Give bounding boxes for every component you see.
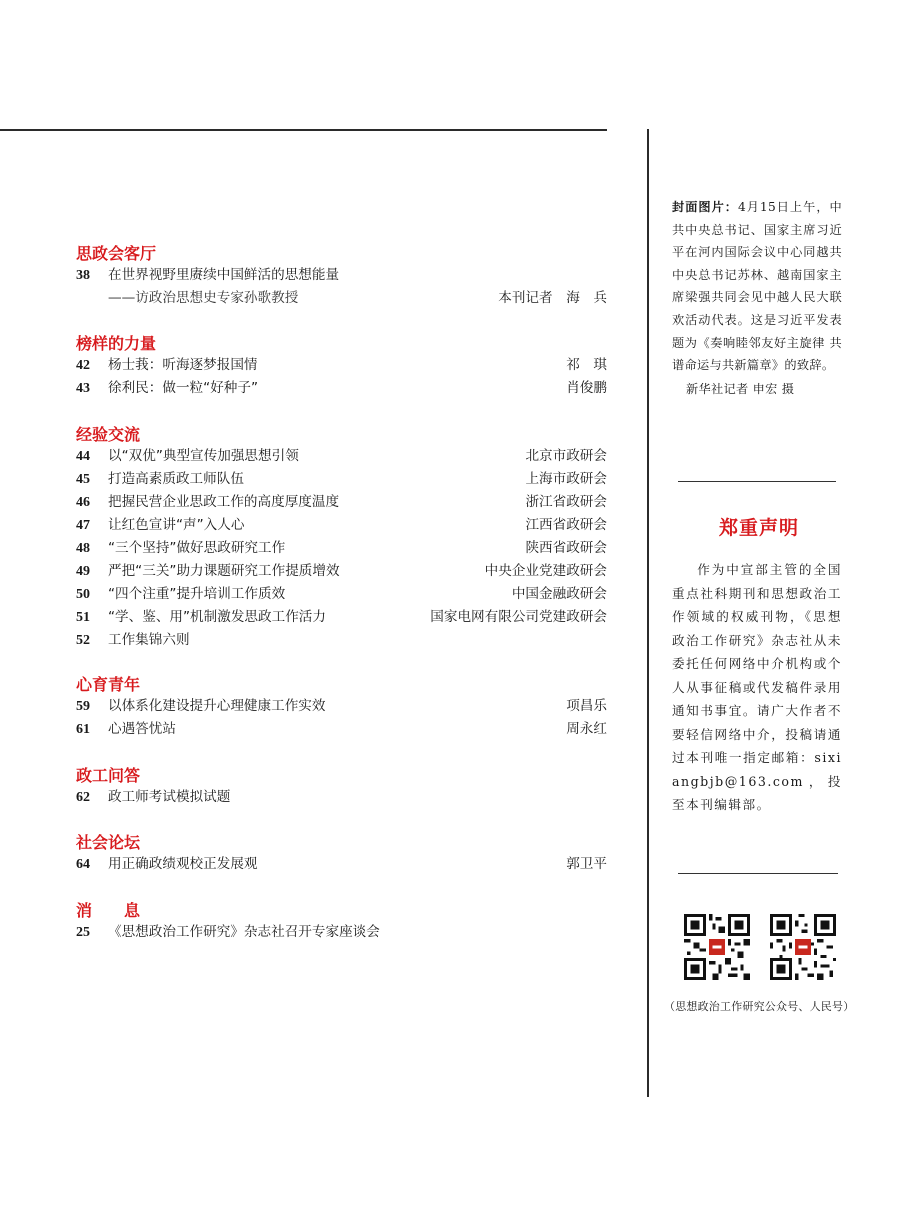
cover-label: 封面图片： xyxy=(672,200,738,214)
toc-section xyxy=(76,675,610,741)
section-title: 思政会客厅 xyxy=(76,244,157,263)
article-title: 以体系化建设提升心理健康工作实效 xyxy=(108,698,326,714)
section-title: 经验交流 xyxy=(76,425,141,444)
toc-entry[interactable] xyxy=(76,853,610,876)
page-number: 47 xyxy=(76,518,90,533)
article-subtitle: ——访政治思想史专家孙歌教授 xyxy=(108,290,299,306)
qr-caption: （思想政治工作研究公众号、人民号） xyxy=(664,1000,855,1013)
article-title: 杨士莪：听海逐梦报国情 xyxy=(108,357,258,373)
toc-entry[interactable] xyxy=(76,445,610,468)
article-title: 工作集锦六则 xyxy=(108,632,190,648)
section-title: 政工问答 xyxy=(76,766,141,785)
page-number: 50 xyxy=(76,587,90,602)
toc-entry[interactable] xyxy=(76,514,610,537)
article-author: 中国金融政研会 xyxy=(511,586,607,602)
section-title: 社会论坛 xyxy=(76,833,141,852)
article-title: 把握民营企业思政工作的高度厚度温度 xyxy=(108,494,340,510)
article-title: 《思想政治工作研究》杂志社召开专家座谈会 xyxy=(108,924,380,940)
toc-entry[interactable] xyxy=(76,287,610,310)
article-title: 严把“三关”助力课题研究工作提质增效 xyxy=(108,563,340,579)
page-number: 43 xyxy=(76,381,90,396)
toc-section xyxy=(76,244,610,316)
article-title: 让红色宣讲“声”入人心 xyxy=(108,517,245,533)
toc-entry[interactable] xyxy=(76,537,610,560)
statement-title: 郑重声明 xyxy=(718,517,799,539)
page-number: 44 xyxy=(76,449,90,464)
toc-entry[interactable] xyxy=(76,629,610,652)
article-title: 徐利民：做一粒“好种子” xyxy=(108,380,259,396)
article-title: “四个注重”提升培训工作质效 xyxy=(108,586,286,602)
article-author: 祁 琪 xyxy=(566,357,607,373)
toc-entry[interactable] xyxy=(76,921,610,944)
article-author: 陕西省政研会 xyxy=(525,540,607,556)
article-author: 浙江省政研会 xyxy=(525,494,607,510)
toc-entry[interactable] xyxy=(76,560,610,583)
page-number: 25 xyxy=(76,925,90,940)
article-author: 周永红 xyxy=(566,721,607,737)
toc-entry[interactable] xyxy=(76,264,610,287)
page-number: 61 xyxy=(76,722,90,737)
page-number: 51 xyxy=(76,610,90,625)
top-divider xyxy=(0,129,607,131)
toc-entry[interactable] xyxy=(76,695,610,718)
article-author: 上海市政研会 xyxy=(525,471,607,487)
page-number: 46 xyxy=(76,495,90,510)
article-author: 肖俊鹏 xyxy=(566,380,607,396)
page-number: 45 xyxy=(76,472,90,487)
page-number: 49 xyxy=(76,564,90,579)
toc-section xyxy=(76,833,610,876)
page-number: 48 xyxy=(76,541,90,556)
page-number: 62 xyxy=(76,790,90,805)
toc-entry[interactable] xyxy=(76,468,610,491)
toc-entry[interactable] xyxy=(76,354,610,377)
article-author: 江西省政研会 xyxy=(525,517,607,533)
toc-entry[interactable] xyxy=(76,718,610,741)
toc-section xyxy=(76,334,610,400)
page-number: 59 xyxy=(76,699,90,714)
article-title: 在世界视野里赓续中国鲜活的思想能量 xyxy=(108,267,340,283)
article-author: 北京市政研会 xyxy=(525,448,607,464)
article-title: 用正确政绩观校正发展观 xyxy=(108,856,258,872)
article-author: 项昌乐 xyxy=(566,698,607,714)
article-title: 以“双优”典型宣传加强思想引领 xyxy=(108,448,299,464)
statement-text: 作为中宣部主管的全国重点社科期刊和思想政治工作领域的权威刊物，《思想政治工作研究》杂志社从未委托任何网络中介机构或个人从事征稿或代发稿件录用通知书事宜。请广大作者不要轻信网络中介，投稿请通过本刊唯一指定邮箱：sixiangbjb@163.com，投至本刊编辑部。 xyxy=(672,562,842,812)
toc-entry[interactable] xyxy=(76,583,610,606)
divider xyxy=(678,873,838,874)
toc-entry[interactable] xyxy=(76,606,610,629)
page-number: 52 xyxy=(76,633,90,648)
column-divider xyxy=(647,129,649,1097)
section-title: 消 息 xyxy=(76,901,141,920)
toc-section xyxy=(76,901,610,944)
article-author: 中央企业党建政研会 xyxy=(484,563,607,579)
page-number: 42 xyxy=(76,358,90,373)
section-title: 心育青年 xyxy=(76,675,141,694)
article-title: “三个坚持”做好思政研究工作 xyxy=(108,540,286,556)
article-title: 打造高素质政工师队伍 xyxy=(108,471,244,487)
page-number: 64 xyxy=(76,857,90,872)
cover-caption xyxy=(672,196,842,400)
divider xyxy=(678,481,836,482)
toc-entry[interactable] xyxy=(76,786,610,809)
cover-credit: 新华社记者 申宏 摄 xyxy=(686,381,795,396)
article-author: 本刊记者 海 兵 xyxy=(498,290,607,306)
article-title: 政工师考试模拟试题 xyxy=(108,789,231,805)
cover-text: 4月15日上午，中共中央总书记、国家主席习近平在河内国际会议中心同越共中央总书记苏林、越南国家主席梁强共同会见中越人民大联欢活动代表。这是习近平发表题为《奏响睦邻友好主旋律 共谱命运与共新篇章》的致辞。 xyxy=(672,200,842,373)
section-title: 榜样的力量 xyxy=(76,334,157,353)
toc-entry[interactable] xyxy=(76,491,610,514)
qr-code-people[interactable] xyxy=(770,914,836,980)
toc-section xyxy=(76,766,610,809)
article-author: 国家电网有限公司党建政研会 xyxy=(430,609,607,625)
qr-code-wechat[interactable] xyxy=(684,914,750,980)
page-number: 38 xyxy=(76,268,90,283)
article-author: 郭卫平 xyxy=(566,856,607,872)
article-title: “学、鉴、用”机制激发思政工作活力 xyxy=(108,609,326,625)
article-title: 心遇答忧站 xyxy=(108,721,176,737)
toc-section xyxy=(76,425,610,652)
toc-entry[interactable] xyxy=(76,377,610,400)
